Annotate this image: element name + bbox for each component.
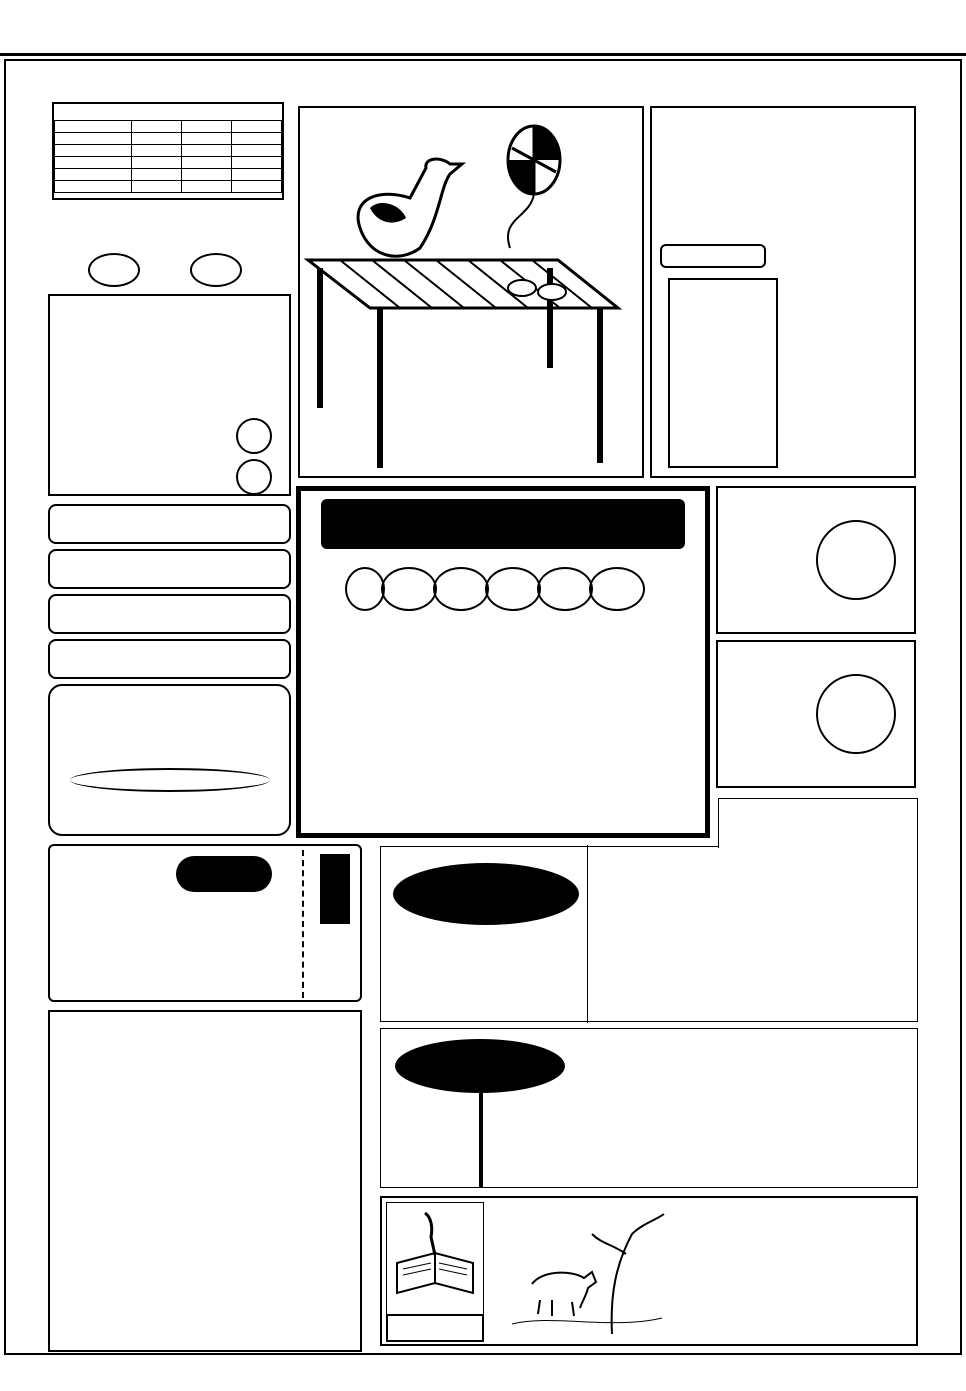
- stats-panel-1: [716, 486, 916, 634]
- table-cell: [232, 145, 282, 157]
- special-code-panel: [48, 294, 291, 496]
- logo-panel: [650, 106, 916, 478]
- big-panel: [380, 846, 918, 1022]
- computer-number-ball: [381, 567, 437, 611]
- table-header: [182, 121, 232, 133]
- computer-number-ball: [345, 567, 385, 611]
- big-badge: [393, 863, 579, 925]
- computer-number-ball: [485, 567, 541, 611]
- table-row: [55, 181, 282, 193]
- stats-panel-2: [716, 640, 916, 788]
- big-slogan-box: [718, 798, 918, 848]
- table-cell: [55, 181, 132, 193]
- lucky-color-row: [48, 594, 291, 634]
- hot-cold-title: [60, 210, 275, 246]
- table-header: [55, 121, 132, 133]
- puzzle-panel: [48, 1010, 362, 1352]
- watermark-strip-top: [14, 63, 952, 87]
- table-cell: [132, 133, 182, 145]
- hot-cold-number: [190, 253, 242, 287]
- table-header: [132, 121, 182, 133]
- table-cell: [132, 157, 182, 169]
- table-cell: [55, 157, 132, 169]
- special-open-divider: [479, 1093, 483, 1187]
- header-bar: [0, 0, 966, 56]
- computer-number-ball: [537, 567, 593, 611]
- table-cell: [132, 145, 182, 157]
- xuanji-side-label: [320, 854, 350, 924]
- table-cell: [232, 169, 282, 181]
- table-cell: [182, 145, 232, 157]
- watermark-strip-right: [928, 90, 960, 1352]
- special-code-number: [236, 418, 272, 454]
- table-header-row: [55, 121, 282, 133]
- book-hand-illustration: [387, 1203, 483, 1303]
- table-cell: [182, 157, 232, 169]
- duck-table-illustration: [300, 108, 642, 476]
- lucky-range-row: [48, 639, 291, 679]
- special-open-panel: [380, 1028, 918, 1188]
- contribution-panel: [48, 684, 291, 836]
- table-cell: [55, 133, 132, 145]
- gate-table: [54, 120, 282, 193]
- table-cell: [232, 157, 282, 169]
- table-cell: [55, 145, 132, 157]
- table-row: [55, 145, 282, 157]
- table-row: [55, 133, 282, 145]
- computer-panel: [296, 486, 710, 838]
- special-code-number: [236, 459, 272, 495]
- xuanji-divider: [302, 850, 304, 998]
- special-open-badge: [395, 1039, 565, 1093]
- riddle-panel: [380, 1196, 918, 1346]
- computer-number-ball: [433, 567, 489, 611]
- table-row: [55, 157, 282, 169]
- table-cell: [232, 181, 282, 193]
- stats-number: [816, 674, 896, 754]
- table-cell: [182, 181, 232, 193]
- table-row: [55, 169, 282, 181]
- table-cell: [182, 133, 232, 145]
- lucky-special-row: [48, 504, 291, 544]
- computer-title-bar: [321, 499, 685, 549]
- illustration-panel: [298, 106, 644, 478]
- table-header: [232, 121, 282, 133]
- gate-table-title: [54, 104, 282, 120]
- lucky-zodiac-row: [48, 549, 291, 589]
- logo-scroll: [668, 278, 778, 468]
- stats-number: [816, 520, 896, 600]
- watermark-strip-left: [6, 90, 38, 1352]
- logo-sign: [660, 244, 766, 268]
- hot-cold-number: [88, 253, 140, 287]
- xuanji-badge: [176, 856, 272, 892]
- gate-table-panel: [52, 102, 284, 200]
- big-text-box: [587, 845, 919, 1023]
- computer-number-ball: [589, 567, 645, 611]
- table-cell: [55, 169, 132, 181]
- table-cell: [232, 133, 282, 145]
- ox-tree-illustration: [492, 1204, 672, 1340]
- riddle-label-box: [386, 1314, 484, 1342]
- table-cell: [132, 181, 182, 193]
- table-cell: [132, 169, 182, 181]
- contribution-subtitle-band: [70, 768, 270, 792]
- computer-numbers: [345, 567, 675, 611]
- table-cell: [182, 169, 232, 181]
- xuanji-panel: [48, 844, 362, 1002]
